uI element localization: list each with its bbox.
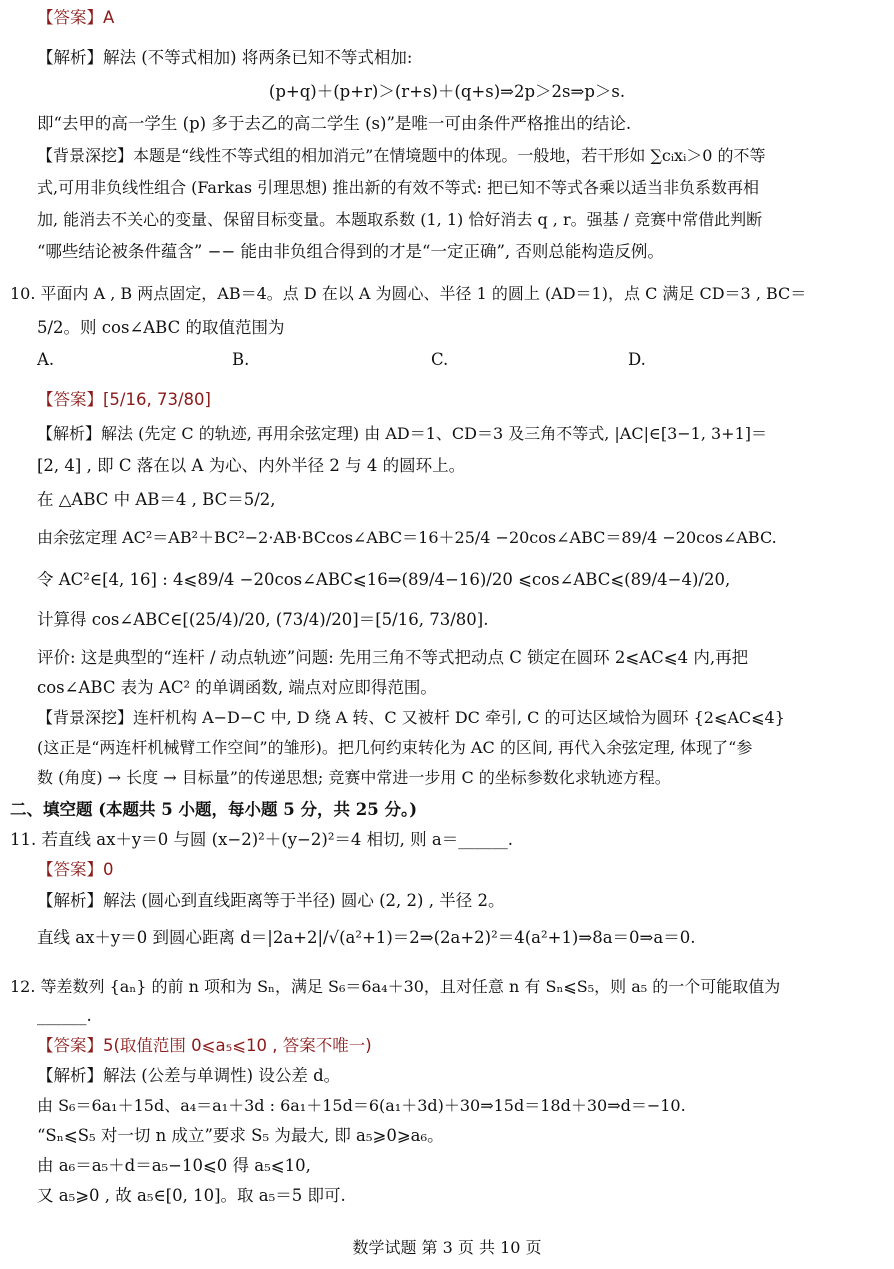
- formula-line: 计算得 cos∠ABC∈[(25/4)/20, (73/4)/20]＝[5/16, 73/80].: [37, 610, 489, 629]
- text-line: “哪些结论被条件蕴含” −− 能由非负组合得到的才是“一定正确”, 否则总能构造反例。: [37, 242, 664, 261]
- answer-line: 【答案】5(取值范围 0⩽a₅⩽10 , 答案不唯一): [37, 1036, 372, 1055]
- text-line: [2, 4] , 即 C 落在以 A 为心、内外半径 2 与 4 的圆环上。: [37, 456, 466, 475]
- section-title: 二、填空题 (本题共 5 小题，每小题 5 分，共 25 分。): [10, 800, 417, 819]
- comment-line: 评价: 这是典型的“连杆 / 动点轨迹”问题: 先用三角不等式把动点 C 锁定在圆环 2⩽AC⩽4 内,再把: [37, 648, 749, 667]
- answer-line: 【答案】[5/16, 73/80]: [37, 390, 211, 409]
- text-line: 式,可用非负线性组合 (Farkas 引理思想) 推出新的有效不等式: 把已知不等式各乘以适当非负系数再相: [37, 178, 759, 197]
- question-10: 10. 平面内 A , B 两点固定，AB＝4。点 D 在以 A 为圆心、半径 1 的圆上 (AD＝1)，点 C 满足 CD＝3 , BC＝: [10, 284, 807, 303]
- background-line: 【背景深挖】本题是“线性不等式组的相加消元”在情境题中的体现。一般地，若干形如 ∑cᵢxᵢ＞0 的不等: [37, 146, 766, 165]
- answer-line: 【答案】0: [37, 860, 114, 879]
- formula-line: 直线 ax＋y＝0 到圆心距离 d＝|2a+2|/√(a²+1)＝2⇒(2a+2)²＝4(a²+1)⇒8a＝0⇒a＝0.: [37, 928, 696, 947]
- text-line: 即“去甲的高一学生 (p) 多于去乙的高二学生 (s)”是唯一可由条件严格推出的结论.: [37, 114, 632, 133]
- page-footer: 数学试题 第 3 页 共 10 页: [352, 1238, 542, 1257]
- answer-line: 【答案】A: [37, 8, 115, 27]
- formula-line: (p+q)＋(p+r)＞(r+s)＋(q+s)⇒2p＞2s⇒p＞s.: [268, 82, 626, 101]
- analysis-line: 【解析】解法 (不等式相加) 将两条已知不等式相加:: [37, 48, 413, 67]
- text-line: 由 a₆＝a₅＋d＝a₅−10⩽0 得 a₅⩽10,: [37, 1156, 311, 1175]
- option-c: C.: [431, 350, 449, 369]
- text-line: 又 a₅⩾0 , 故 a₅∈[0, 10]。取 a₅＝5 即可.: [37, 1186, 346, 1205]
- question-10-continued: 5/2。则 cos∠ABC 的取值范围为: [37, 318, 285, 337]
- analysis-line: 【解析】解法 (公差与单调性) 设公差 d。: [37, 1066, 341, 1085]
- text-line: 加, 能消去不关心的变量、保留目标变量。本题取系数 (1, 1) 恰好消去 q , r。强基 / 竞赛中常借此判断: [37, 210, 763, 229]
- text-line: 在 △ABC 中 AB＝4 , BC＝5/2,: [37, 490, 276, 509]
- text-line: (这正是“两连杆机械臂工作空间”的雏形)。把几何约束转化为 AC 的区间, 再代入余弦定理, 体现了“参: [37, 738, 753, 757]
- formula-line: 由余弦定理 AC²＝AB²＋BC²−2·AB·BCcos∠ABC＝16＋25/4 −20cos∠ABC＝89/4 −20cos∠ABC.: [37, 528, 777, 547]
- option-d: D.: [628, 350, 646, 369]
- background-line: 【背景深挖】连杆机构 A−D−C 中, D 绕 A 转、C 又被杆 DC 牵引, C 的可达区域恰为圆环 {2⩽AC⩽4}: [37, 708, 785, 727]
- analysis-line: 【解析】解法 (圆心到直线距离等于半径) 圆心 (2, 2) , 半径 2。: [37, 891, 505, 910]
- formula-line: 令 AC²∈[4, 16] : 4⩽89/4 −20cos∠ABC⩽16⇒(89/4−16)/20 ⩽cos∠ABC⩽(89/4−4)/20,: [37, 570, 731, 589]
- option-b: B.: [232, 350, 250, 369]
- blank-line: ______.: [37, 1006, 92, 1025]
- formula-line: 由 S₆＝6a₁＋15d、a₄＝a₁＋3d : 6a₁＋15d＝6(a₁＋3d)＋30⇒15d＝18d＋30⇒d＝−10.: [37, 1096, 686, 1115]
- text-line: cos∠ABC 表为 AC² 的单调函数, 端点对应即得范围。: [37, 678, 437, 697]
- text-line: “Sₙ⩽S₅ 对一切 n 成立”要求 S₅ 为最大, 即 a₅⩾0⩾a₆。: [37, 1126, 444, 1145]
- question-11: 11. 若直线 ax＋y＝0 与圆 (x−2)²＋(y−2)²＝4 相切, 则 a＝______.: [10, 830, 513, 849]
- analysis-line: 【解析】解法 (先定 C 的轨迹, 再用余弦定理) 由 AD＝1、CD＝3 及三角不等式, |AC|∈[3−1, 3+1]＝: [37, 424, 768, 443]
- text-line: 数 (角度) → 长度 → 目标量”的传递思想; 竞赛中常进一步用 C 的坐标参数化求轨迹方程。: [37, 768, 671, 787]
- option-a: A.: [37, 350, 55, 369]
- question-12: 12. 等差数列 {aₙ} 的前 n 项和为 Sₙ，满足 S₆＝6a₄＋30，且对任意 n 有 Sₙ⩽S₅，则 a₅ 的一个可能取值为: [10, 977, 781, 996]
